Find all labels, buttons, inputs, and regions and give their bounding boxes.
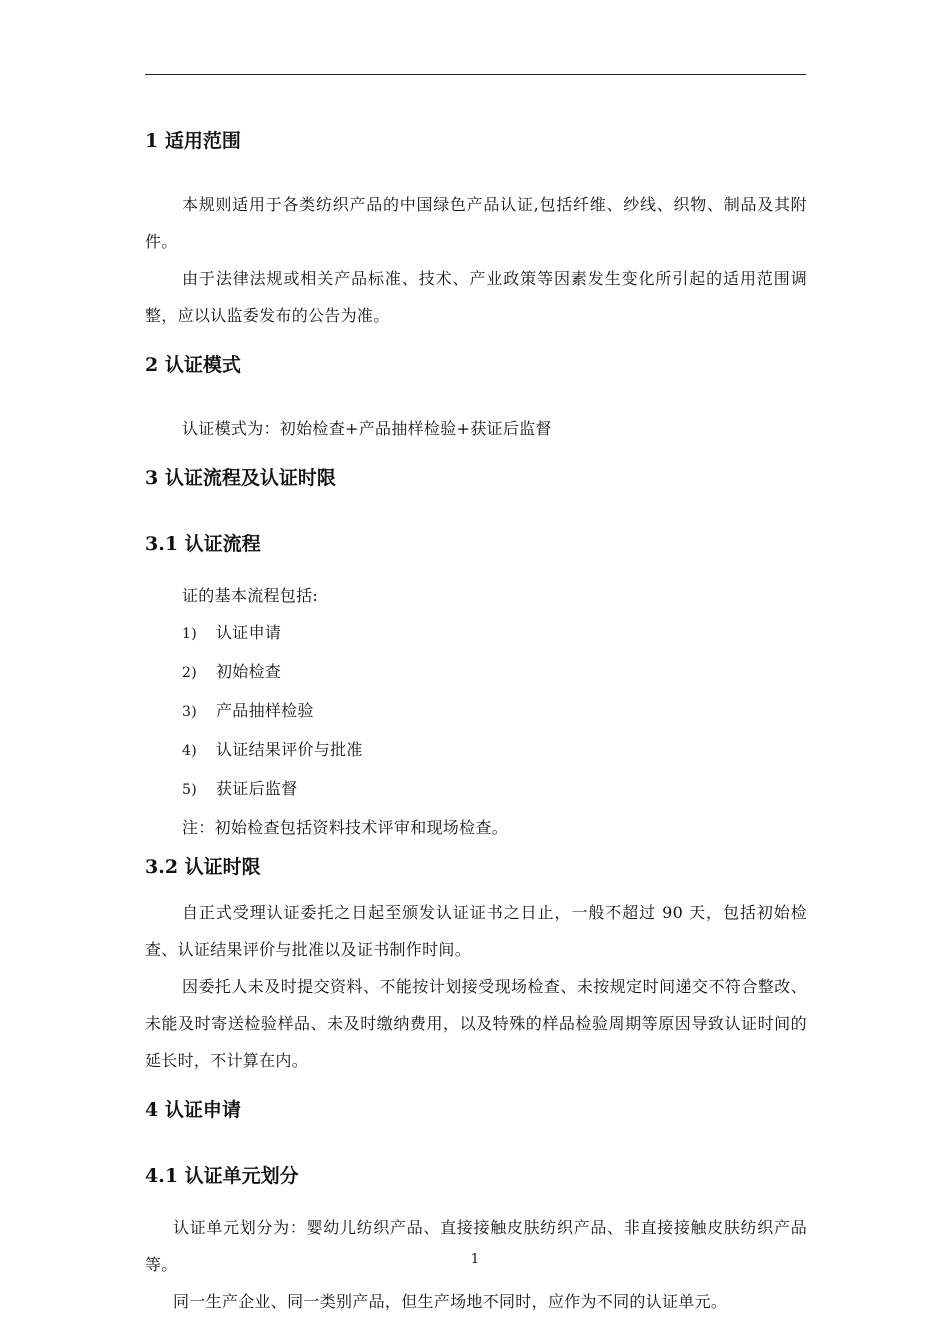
section-3-2-heading: 3.2 认证时限 <box>145 856 261 878</box>
section-3-2-paragraph-2: 因委托人未及时提交资料、不能按计划接受现场检查、未按规定时间递交不符合整改、未能及时寄送检验样品、未及时缴纳费用，以及特殊的样品检验周期等原因导致认证时间的延长时，不计算在内。 <box>145 977 807 1070</box>
section-4-heading: 4 认证申请 <box>145 1099 241 1121</box>
section-3-1-heading: 3.1 认证流程 <box>145 533 261 555</box>
list-item: 3) 产品抽样检验 <box>182 701 314 720</box>
list-item: 4) 认证结果评价与批准 <box>182 740 363 759</box>
section-1-paragraph-2: 由于法律法规或相关产品标准、技术、产业政策等因素发生变化所引起的适用范围调整，应以认监委发布的公告为准。 <box>145 269 807 325</box>
section-3-1-note: 注：初始检查包括资料技术评审和现场检查。 <box>182 818 509 837</box>
process-list <box>145 614 807 809</box>
document-body <box>145 110 807 1320</box>
section-1-paragraph-1: 本规则适用于各类纺织产品的中国绿色产品认证,包括纤维、纱线、织物、制品及其附件。 <box>145 195 807 251</box>
section-3-2-paragraph-1: 自正式受理认证委托之日起至颁发认证证书之日止，一般不超过 90 天，包括初始检查、认证结果评价与批准以及证书制作时间。 <box>145 903 807 959</box>
section-2-heading: 2 认证模式 <box>145 354 241 376</box>
section-2-paragraph-1: 认证模式为：初始检查+产品抽样检验+获证后监督 <box>182 419 552 438</box>
section-4-1-heading: 4.1 认证单元划分 <box>145 1165 299 1187</box>
list-item: 2) 初始检查 <box>182 662 282 681</box>
header-rule <box>145 74 806 75</box>
list-item: 5) 获证后监督 <box>182 779 298 798</box>
section-4-1-paragraph-1: 认证单元划分为：婴幼儿纺织产品、直接接触皮肤纺织产品、非直接接触皮肤纺织产品等。 <box>145 1218 807 1274</box>
list-item: 1) 认证申请 <box>182 623 282 642</box>
section-4-1-paragraph-2: 同一生产企业、同一类别产品，但生产场地不同时，应作为不同的认证单元。 <box>173 1292 728 1311</box>
section-1-heading: 1 适用范围 <box>145 130 241 152</box>
section-3-heading: 3 认证流程及认证时限 <box>145 467 336 489</box>
section-3-1-intro: 证的基本流程包括: <box>182 586 319 605</box>
page-number: 1 <box>470 1252 480 1267</box>
